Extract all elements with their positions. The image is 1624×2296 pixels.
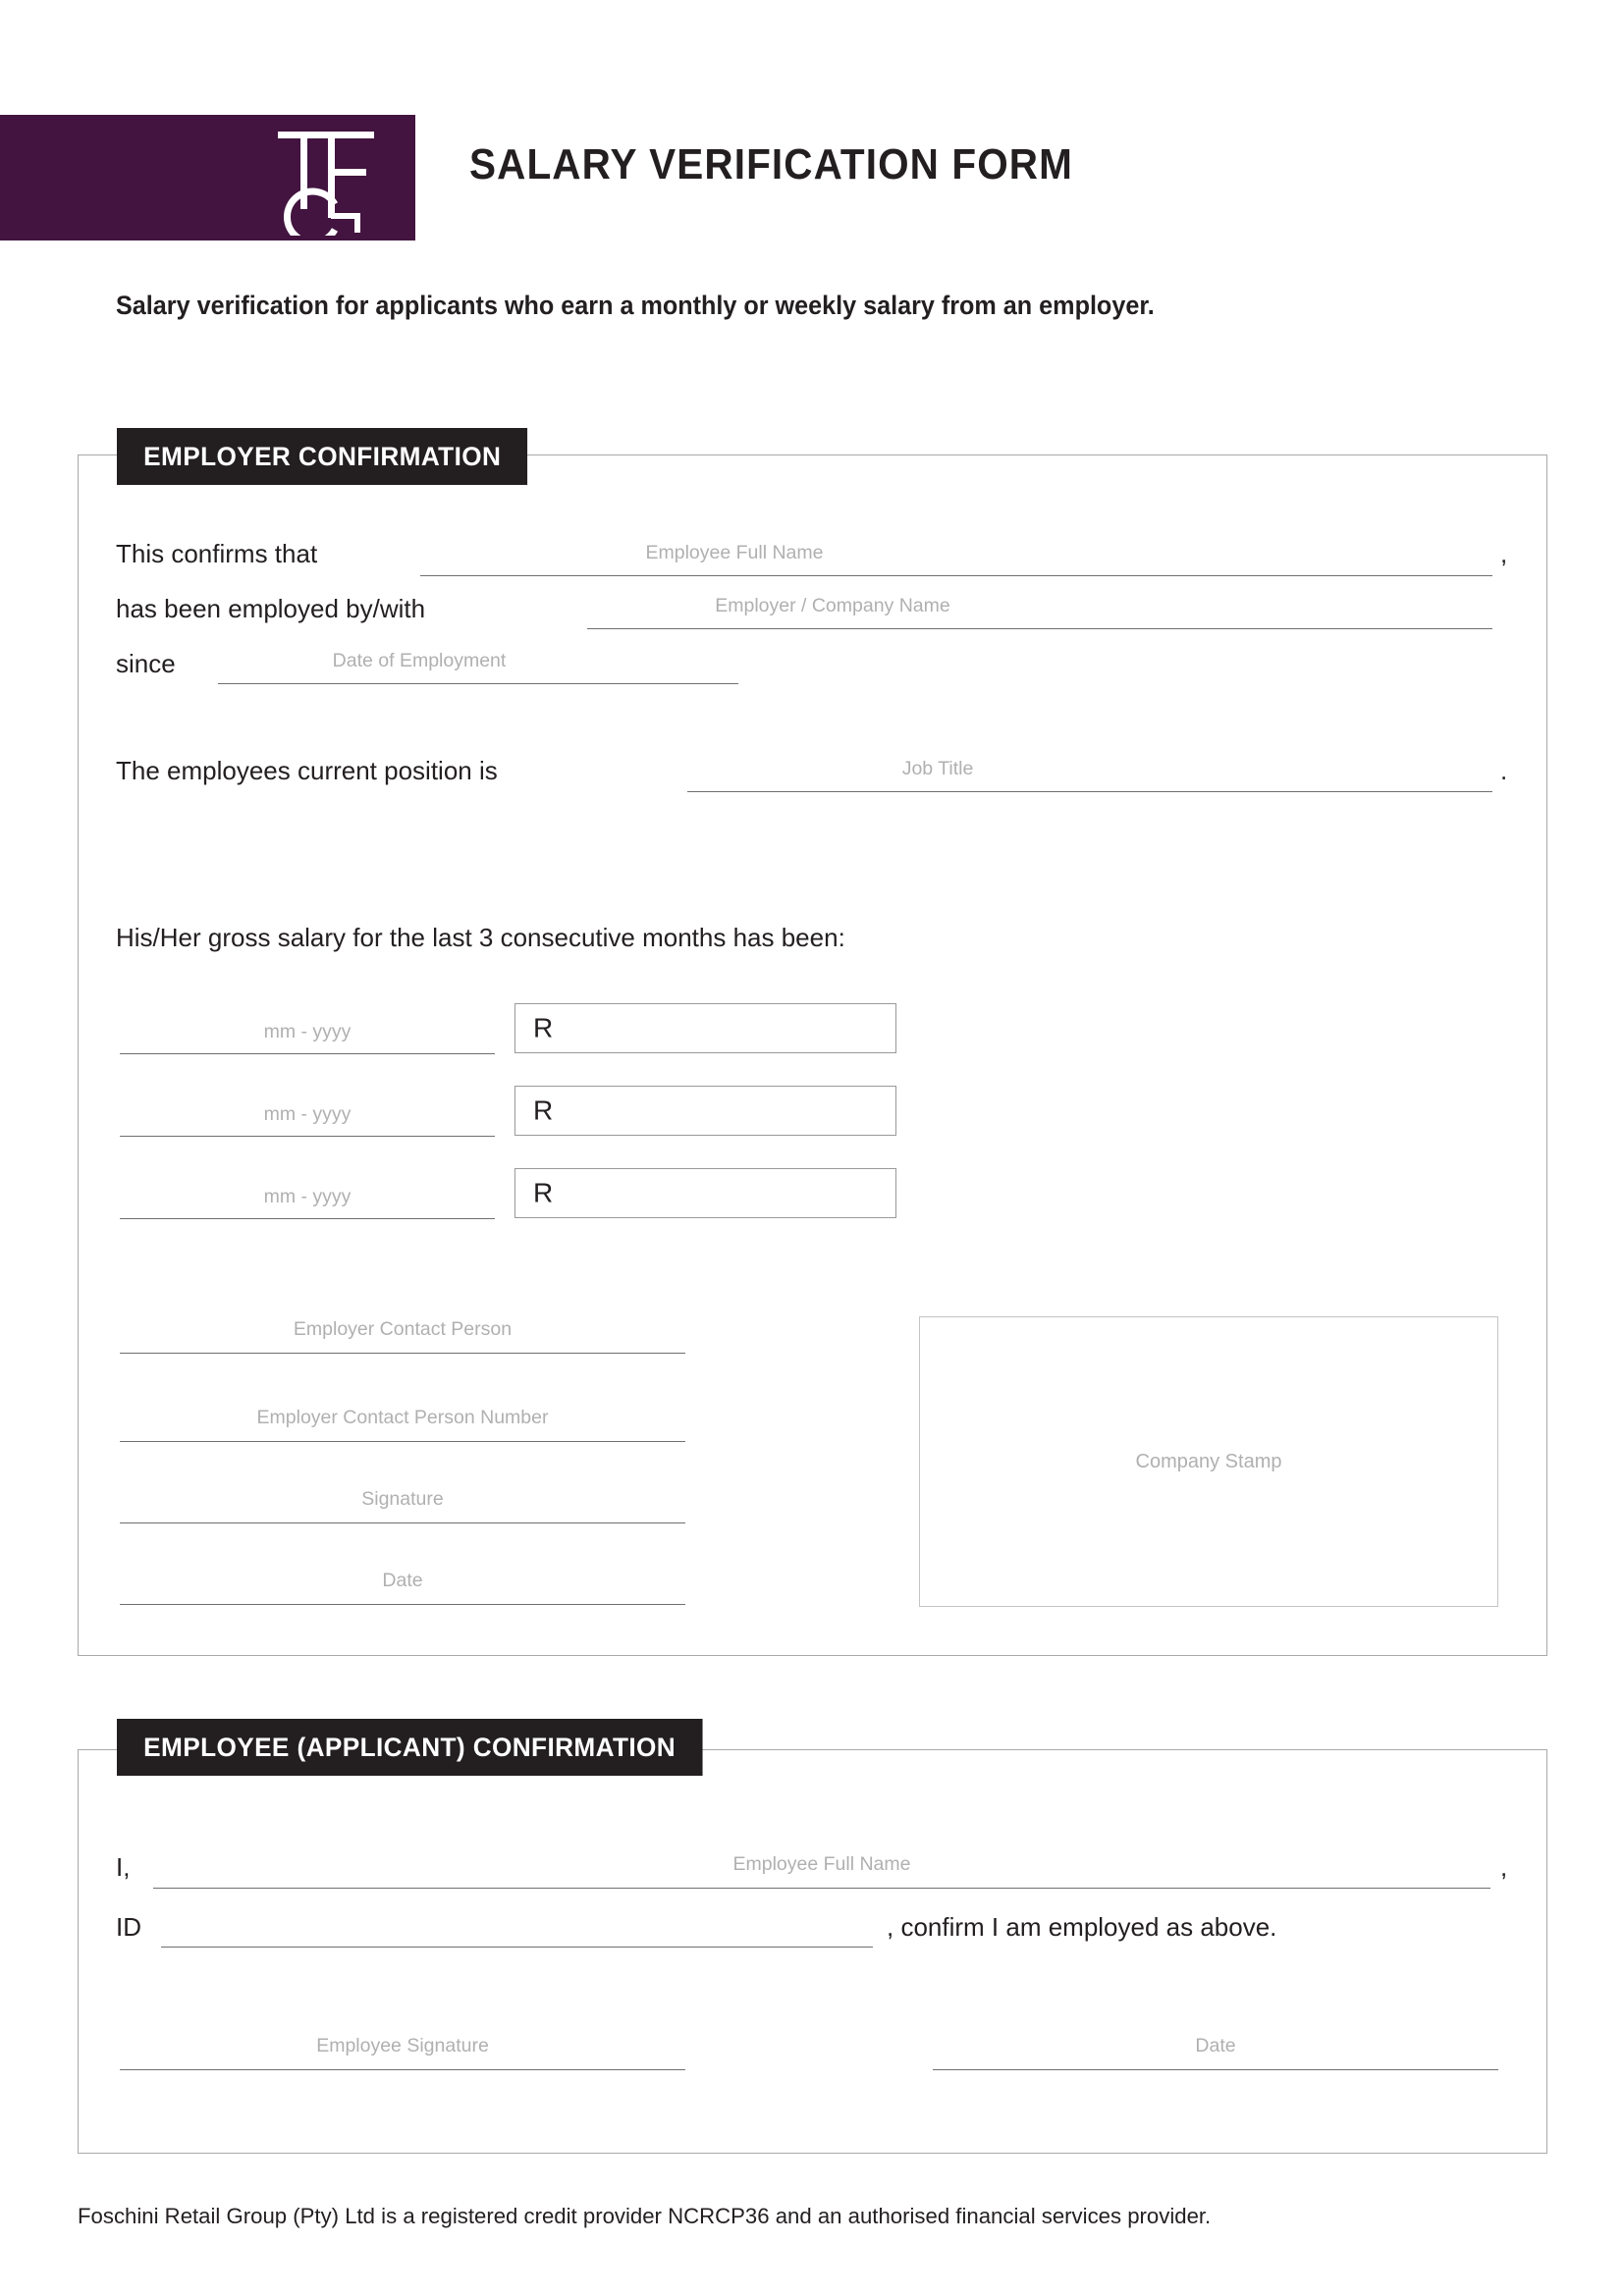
employer-date-hint: Date [382, 1570, 423, 1591]
legal-footer: Foschini Retail Group (Pty) Ltd is a registered credit provider NCRCP36 and an authorised financial services provider. [78, 2204, 1212, 2228]
salary-period-hint-1: mm - yyyy [263, 1021, 352, 1042]
salary-amount-input-1[interactable] [514, 1003, 896, 1053]
page-header [0, 115, 1624, 242]
employer-company-name-hint: Employer / Company Name [715, 595, 950, 616]
tfg-logo-block [0, 115, 415, 240]
since-prefix: since [116, 649, 176, 678]
currency-symbol-2: R [533, 1094, 554, 1125]
applicant-i-prefix: I, [116, 1852, 131, 1882]
applicant-full-name-hint: Employee Full Name [732, 1853, 911, 1875]
currency-symbol-1: R [533, 1011, 554, 1042]
employee-confirmation-section [78, 1749, 1547, 2154]
employer-signature-input[interactable] [120, 1522, 685, 1523]
date-of-employment-input[interactable] [218, 683, 738, 684]
salary-period-input-3[interactable] [120, 1218, 495, 1219]
employer-date-input[interactable] [120, 1604, 685, 1605]
employee-date-hint: Date [1195, 2035, 1236, 2056]
employee-full-name-hint: Employee Full Name [645, 542, 824, 563]
salary-period-input-1[interactable] [120, 1053, 495, 1054]
page-title: SALARY VERIFICATION FORM [469, 140, 1073, 188]
employer-contact-person-hint: Employer Contact Person [293, 1318, 513, 1340]
salary-period-hint-3: mm - yyyy [263, 1186, 352, 1207]
employee-signature-input[interactable] [120, 2069, 685, 2070]
employee-signature-hint: Employee Signature [316, 2035, 489, 2056]
employed-by-prefix: has been employed by/with [116, 594, 426, 623]
applicant-confirm-suffix: , confirm I am employed as above. [887, 1912, 1277, 1942]
salary-period-hint-2: mm - yyyy [263, 1103, 352, 1125]
company-stamp-area[interactable] [919, 1316, 1498, 1607]
employer-confirmation-heading: EMPLOYER CONFIRMATION [117, 428, 527, 485]
applicant-full-name-input[interactable] [153, 1888, 1490, 1889]
employer-contact-person-input[interactable] [120, 1353, 685, 1354]
salary-amount-input-3[interactable] [514, 1168, 896, 1218]
gross-salary-intro: His/Her gross salary for the last 3 consecutive months has been: [116, 923, 845, 952]
employer-contact-number-hint: Employer Contact Person Number [256, 1407, 549, 1428]
tfg-logo-icon [270, 120, 388, 236]
form-subtitle: Salary verification for applicants who earn a monthly or weekly salary from an employer. [116, 291, 1155, 320]
salary-period-input-2[interactable] [120, 1136, 495, 1137]
employer-contact-number-input[interactable] [120, 1441, 685, 1442]
job-title-input[interactable] [687, 791, 1492, 792]
employee-confirmation-heading: EMPLOYEE (APPLICANT) CONFIRMATION [117, 1719, 702, 1776]
date-of-employment-hint: Date of Employment [332, 650, 507, 671]
employee-full-name-input[interactable] [420, 575, 1492, 576]
salary-amount-input-2[interactable] [514, 1086, 896, 1136]
company-stamp-label: Company Stamp [1135, 1450, 1282, 1472]
employer-signature-hint: Signature [361, 1488, 444, 1510]
period-after-job-title: . [1500, 756, 1508, 785]
comma-after-employee-name: , [1500, 539, 1508, 568]
currency-symbol-3: R [533, 1176, 554, 1207]
employee-date-input[interactable] [933, 2069, 1498, 2070]
job-title-hint: Job Title [901, 758, 974, 779]
employer-company-name-input[interactable] [587, 628, 1492, 629]
applicant-id-input[interactable] [161, 1947, 873, 1948]
comma-after-applicant-name: , [1500, 1852, 1508, 1882]
current-position-prefix: The employees current position is [116, 756, 498, 785]
confirm-statement-prefix: This confirms that [116, 539, 318, 568]
applicant-id-prefix: ID [116, 1912, 141, 1942]
